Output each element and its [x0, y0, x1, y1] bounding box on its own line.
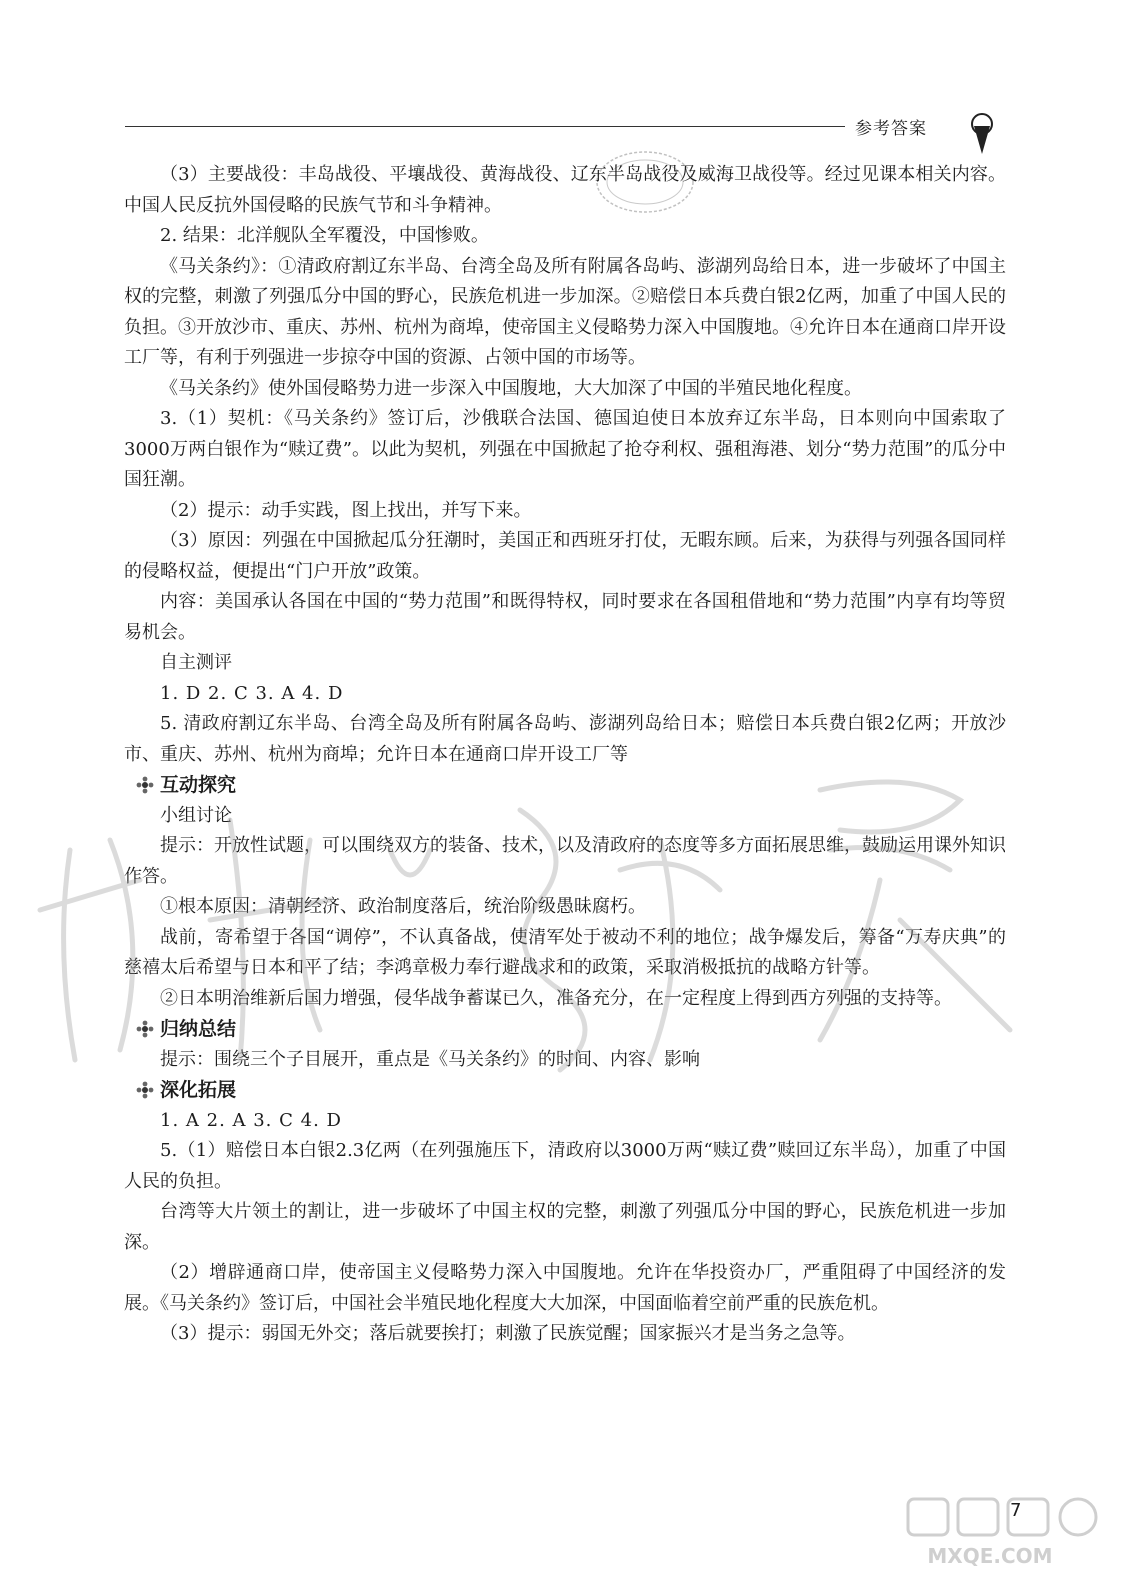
paragraph: 5. 清政府割辽东半岛、台湾全岛及所有附属各岛屿、澎湖列岛给日本；赔偿日本兵费白银2亿两；开放沙市、重庆、苏州、杭州为商埠；允许日本在通商口岸开设工厂等: [124, 713, 1006, 765]
paragraph: 3.（1）契机：《马关条约》签订后，沙俄联合法国、德国迫使日本放弃辽东半岛，日本则向中国索取了3000万两白银作为“赎辽费”。以此为契机，列强在中国掀起了抢夺利权、强租海港、划分“势力范围”的瓜分中国狂潮。: [124, 408, 1006, 490]
paragraph: 提示：围绕三个子目展开，重点是《马关条约》的时间、内容、影响: [160, 1048, 700, 1070]
header-rule: [125, 126, 845, 127]
paragraph: ①根本原因：清朝经济、政治制度落后，统治阶级愚昧腐朽。: [160, 896, 646, 917]
section-heading: [136, 1075, 1006, 1106]
header-label: 参考答案: [855, 119, 927, 139]
paragraph: 2. 结果：北洋舰队全军覆没，中国惨败。: [160, 225, 489, 246]
page-number: 7: [1010, 1500, 1022, 1521]
school-logo: [952, 96, 1022, 160]
answer-key: 1. A 2. A 3. C 4. D: [160, 1109, 342, 1131]
paragraph: 《马关条约》使外国侵略势力进一步深入中国腹地，大大加深了中国的半殖民地化程度。: [160, 377, 862, 399]
paragraph: （3）提示：弱国无外交；落后就要挨打；刺激了民族觉醒；国家振兴才是当务之急等。: [160, 1323, 856, 1344]
answer-content: [124, 160, 1006, 1350]
section-title: 互动探究: [160, 774, 237, 796]
paragraph: 提示：开放性试题，可以围绕双方的装备、技术，以及清政府的态度等多方面拓展思维，鼓励运用课外知识作答。: [124, 835, 1006, 887]
section-title: 归纳总结: [160, 1018, 237, 1040]
answer-key: 1. D 2. C 3. A 4. D: [160, 682, 344, 704]
paragraph: （3）主要战役：丰岛战役、平壤战役、黄海战役、辽东半岛战役及威海卫战役等。经过见课本相关内容。中国人民反抗外国侵略的民族气节和斗争精神。: [124, 164, 1006, 216]
subheading: 自主测评: [160, 652, 232, 673]
paragraph: 内容：美国承认各国在中国的“势力范围”和既得特权，同时要求在各国租借地和“势力范围”内享有均等贸易机会。: [124, 591, 1006, 643]
paragraph: 《马关条约》：①清政府割辽东半岛、台湾全岛及所有附属各岛屿、澎湖列岛给日本，进一步破坏了中国主权的完整，刺激了列强瓜分中国的野心，民族危机进一步加深。②赔偿日本兵费白银2亿两，加重了中国人民的负担。③开放沙市、重庆、苏州、杭州为商埠，使帝国主义侵略势力深入中国腹地。④允许日本在通商口岸开设工厂等，有利于列强进一步掠夺中国的资源、占领中国的市场等。: [124, 255, 1006, 368]
flower-icon: [136, 776, 154, 794]
paragraph: （2）提示：动手实践，图上找出，并写下来。: [160, 499, 532, 521]
paragraph: （3）原因：列强在中国掀起瓜分狂潮时，美国正和西班牙打仗，无暇东顾。后来，为获得与列强各国同样的侵略权益，便提出“门户开放”政策。: [124, 530, 1006, 582]
watermark-text: MXQE.COM: [927, 1544, 1053, 1568]
paragraph: ②日本明治维新后国力增强，侵华战争蓄谋已久，准备充分，在一定程度上得到西方列强的支持等。: [160, 987, 952, 1009]
paragraph: 台湾等大片领土的割让，进一步破坏了中国主权的完整，刺激了列强瓜分中国的野心，民族危机进一步加深。: [124, 1201, 1006, 1253]
section-title: 深化拓展: [160, 1079, 237, 1101]
paragraph: 5.（1）赔偿日本白银2.3亿两（在列强施压下，清政府以3000万两“赎辽费”赎回辽东半岛），加重了中国人民的负担。: [124, 1140, 1006, 1192]
section-heading: [136, 1014, 1006, 1045]
section-heading: [136, 770, 1006, 801]
flower-icon: [136, 1081, 154, 1099]
flower-icon: [136, 1020, 154, 1038]
paragraph: （2）增辟通商口岸，使帝国主义侵略势力深入中国腹地。允许在华投资办厂，严重阻碍了中国经济的发展。《马关条约》签订后，中国社会半殖民地化程度大大加深，中国面临着空前严重的民族危机。: [124, 1262, 1006, 1314]
corner-watermark-logo: [900, 1495, 1115, 1570]
paragraph: 战前，寄希望于各国“调停”，不认真备战，使清军处于被动不利的地位；战争爆发后，筹备“万寿庆典”的慈禧太后希望与日本和平了结；李鸿章极力奉行避战求和的政策，采取消极抵抗的战略方针等。: [124, 926, 1006, 978]
subheading: 小组讨论: [160, 804, 232, 826]
